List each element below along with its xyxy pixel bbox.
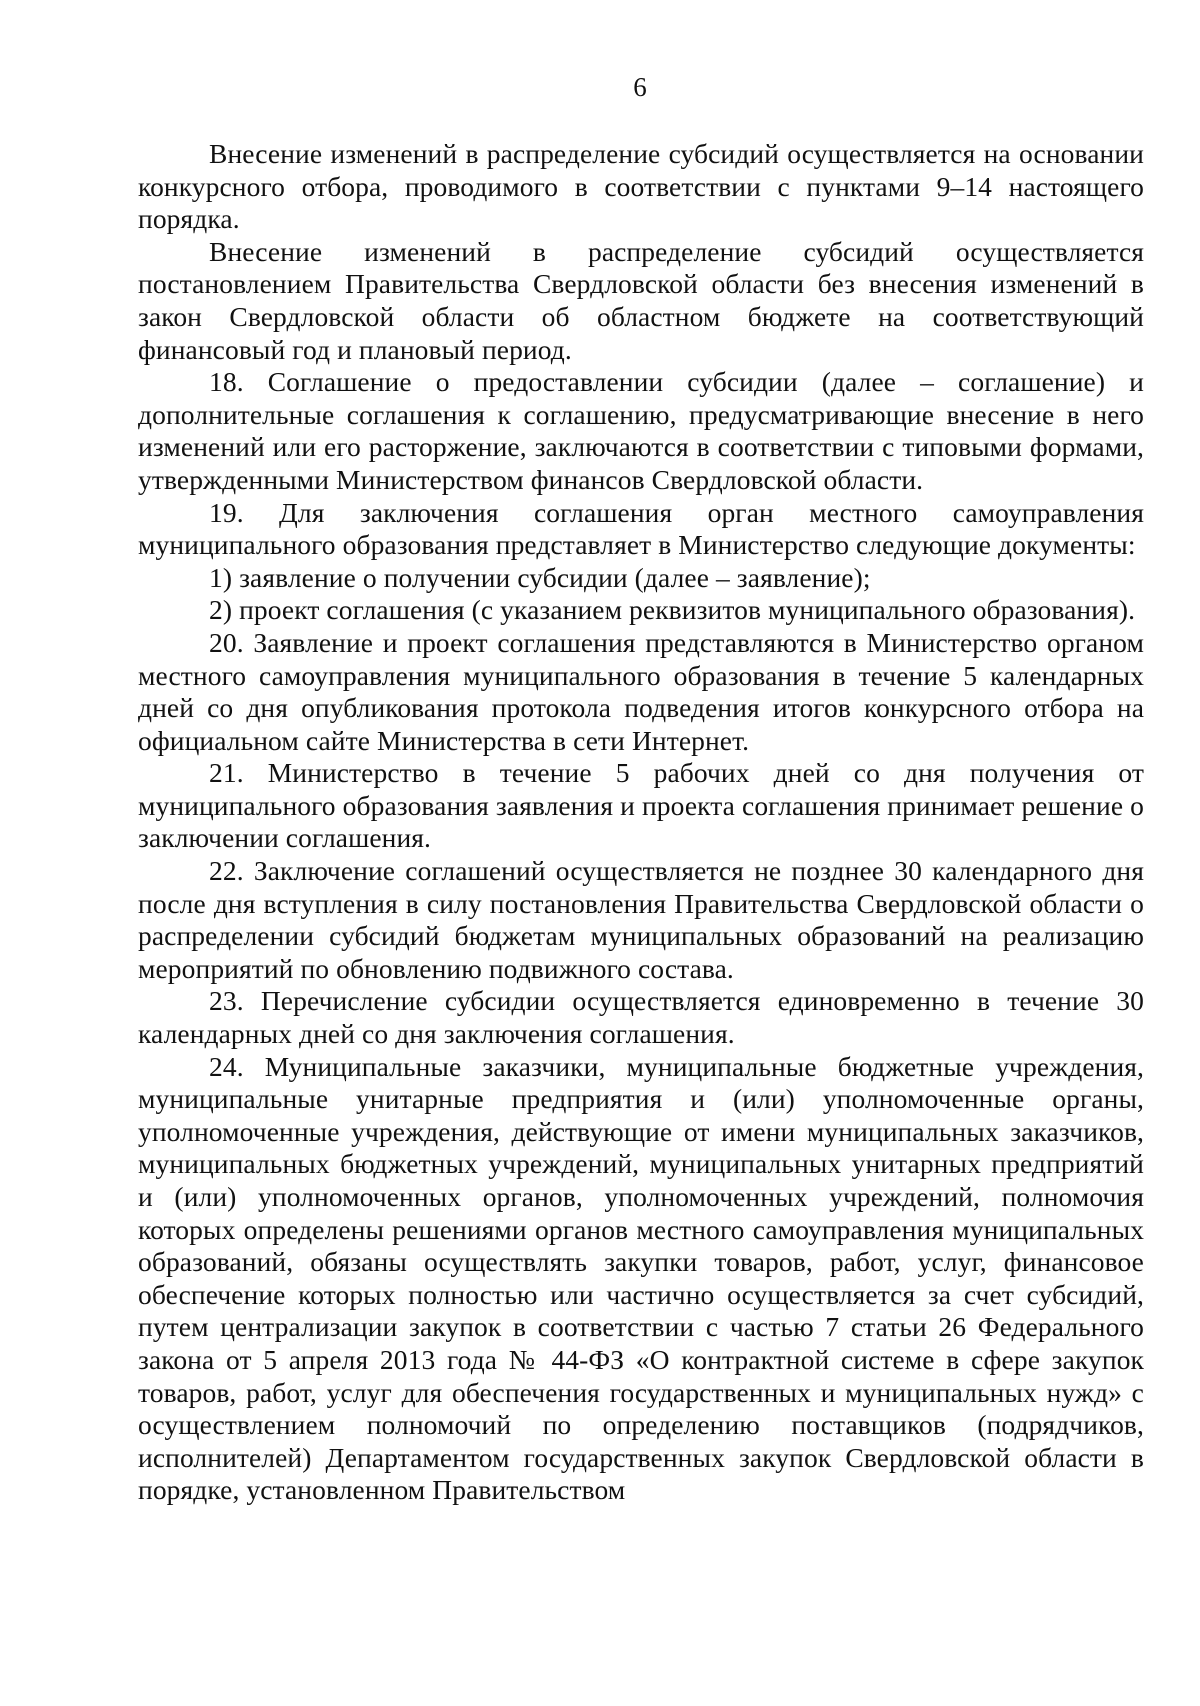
paragraph-21: 21. Министерство в течение 5 рабочих дней со дня получения от муниципального образования заявления и проекта соглашения принимает решение о заключении соглашения. — [138, 757, 1144, 854]
paragraph-19-item-1: 1) заявление о получении субсидии (далее – заявление); — [209, 561, 871, 593]
paragraph-19-item-2: 2) проект соглашения (с указанием реквизитов муниципального образования). — [209, 594, 1136, 626]
paragraph-intro-1: Внесение изменений в распределение субсидий осуществляется на основании конкурсного отбора, проводимого в соответствии с пунктами 9–14 настоящего порядка. — [138, 138, 1144, 235]
paragraph-22: 22. Заключение соглашений осуществляется не позднее 30 календарного дня после дня вступления в силу постановления Правительства Свердловской области о распределении субсидий бюджетам муниципальных образований на реализацию мероприятий по обновлению подвижного состава. — [138, 855, 1144, 984]
paragraph-18: 18. Соглашение о предоставлении субсидии (далее – соглашение) и дополнительные соглашения к соглашению, предусматривающие внесение в него изменений или его расторжение, заключаются в соответствии с типовыми формами, утвержденными Министерством финансов Свердловской области. — [138, 366, 1144, 495]
paragraph-19: 19. Для заключения соглашения орган местного самоуправления муниципального образования представляет в Министерство следующие документы: — [138, 496, 1144, 561]
paragraph-23: 23. Перечисление субсидии осуществляется единовременно в течение 30 календарных дней со дня заключения соглашения. — [138, 985, 1144, 1050]
page-number: 6 — [633, 72, 647, 102]
document-body — [138, 138, 1144, 1507]
paragraph-20: 20. Заявление и проект соглашения представляются в Министерство органом местного самоуправления муниципального образования в течение 5 календарных дней со дня опубликования протокола подведения итогов конкурсного отбора на официальном сайте Министерства в сети Интернет. — [138, 626, 1144, 756]
paragraph-24: 24. Муниципальные заказчики, муниципальные бюджетные учреждения, муниципальные унитарные предприятия и (или) уполномоченные органы, уполномоченные учреждения, действующие от имени муниципальных заказчиков, муниципальных бюджетных учреждений, муниципальных унитарных предприятий и (или) уполномоченных органов, уполномоченных учреждений, полномочия которых определены решениями органов местного самоуправления муниципальных образований, обязаны осуществлять закупки товаров, работ, услуг, финансовое обеспечение которых полностью или частично осуществляется за счет субсидий, путем централизации закупок в соответствии с частью 7 статьи 26 Федерального закона от 5 апреля 2013 года № 44-ФЗ «О контрактной системе в сфере закупок товаров, работ, услуг для обеспечения государственных и муниципальных нужд» с осуществлением полномочий по определению поставщиков (подрядчиков, исполнителей) Департаментом государственных закупок Свердловской области в порядке, установленном Правительством — [138, 1050, 1144, 1506]
paragraph-intro-2: Внесение изменений в распределение субсидий осуществляется постановлением Правительства Свердловской области без внесения изменений в закон Свердловской области об областном бюджете на соответствующий финансовый год и плановый период. — [138, 235, 1144, 365]
